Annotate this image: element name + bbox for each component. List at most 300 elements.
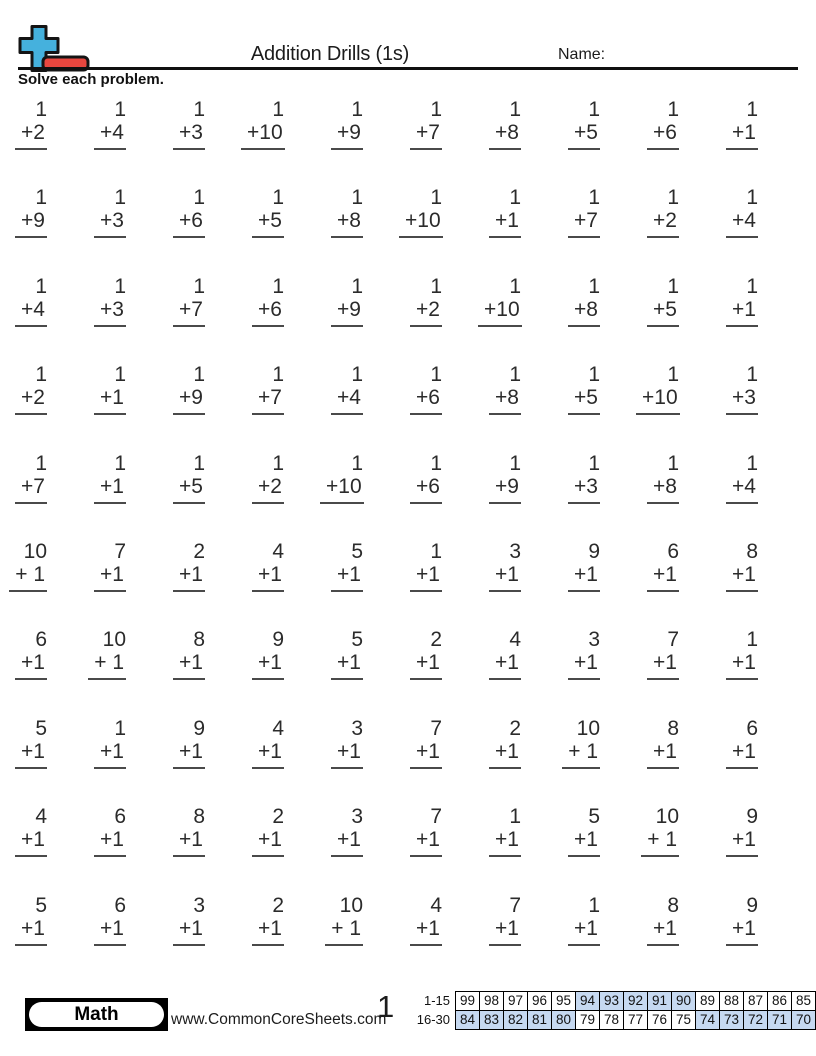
problem	[478, 540, 557, 628]
addend-bottom-answer-line: +1	[647, 651, 679, 680]
score-cell: 83	[480, 1011, 504, 1030]
addend-bottom-answer-line: +5	[252, 209, 284, 238]
addend-top: 3	[351, 805, 363, 829]
problem	[715, 452, 794, 540]
problem	[399, 805, 478, 893]
addend-bottom-answer-line: +9	[489, 475, 521, 504]
addend-bottom-answer-line: + 1	[88, 651, 126, 680]
addend-bottom-answer-line: +7	[173, 298, 205, 327]
problem	[557, 186, 636, 274]
problem	[320, 628, 399, 716]
website-url: www.CommonCoreSheets.com	[171, 1011, 387, 1028]
problem	[478, 717, 557, 805]
problem	[399, 628, 478, 716]
addend-top: 9	[746, 893, 758, 917]
problem	[636, 363, 715, 451]
addend-bottom-answer-line: +1	[252, 563, 284, 592]
addend-top: 1	[272, 274, 284, 298]
addend-bottom-answer-line: +8	[568, 298, 600, 327]
problem	[83, 452, 162, 540]
problem	[715, 98, 794, 186]
problem	[162, 98, 241, 186]
problem	[478, 186, 557, 274]
score-cell: 78	[600, 1011, 624, 1030]
addend-top: 6	[114, 805, 126, 829]
addend-bottom-answer-line: +5	[647, 298, 679, 327]
problem	[715, 717, 794, 805]
problem	[636, 540, 715, 628]
addend-top: 7	[430, 805, 442, 829]
addend-top: 7	[667, 628, 679, 652]
addend-top: 4	[430, 893, 442, 917]
addend-bottom-answer-line: +9	[173, 386, 205, 415]
problem	[241, 628, 320, 716]
problem	[4, 452, 83, 540]
addend-bottom-answer-line: +8	[489, 386, 521, 415]
addend-bottom-answer-line: +7	[410, 121, 442, 150]
score-cell: 91	[648, 992, 672, 1011]
problem	[478, 894, 557, 982]
addend-top: 1	[430, 539, 442, 563]
addend-top: 10	[339, 893, 363, 917]
page-number: 1	[377, 989, 395, 1024]
problem	[399, 894, 478, 982]
addend-bottom-answer-line: +1	[331, 651, 363, 680]
addend-top: 1	[667, 274, 679, 298]
problem	[320, 894, 399, 982]
score-cell: 92	[624, 992, 648, 1011]
addend-top: 3	[588, 628, 600, 652]
problem	[715, 363, 794, 451]
addend-top: 5	[35, 893, 47, 917]
page-title: Addition Drills (1s)	[250, 43, 410, 65]
addend-bottom-answer-line: +1	[94, 828, 126, 857]
problem	[557, 717, 636, 805]
problem	[4, 186, 83, 274]
addend-top: 1	[588, 98, 600, 121]
addend-bottom-answer-line: +4	[94, 121, 126, 150]
problem	[715, 628, 794, 716]
addend-bottom-answer-line: +1	[726, 563, 758, 592]
addend-top: 3	[509, 539, 521, 563]
addend-top: 1	[746, 363, 758, 387]
addend-top: 7	[509, 893, 521, 917]
addend-top: 7	[430, 716, 442, 740]
subject-badge	[25, 998, 168, 1031]
addend-bottom-answer-line: + 1	[325, 917, 363, 946]
addend-bottom-answer-line: +3	[173, 121, 205, 150]
addend-bottom-answer-line: +1	[94, 563, 126, 592]
addend-bottom-answer-line: +3	[94, 298, 126, 327]
addend-bottom-answer-line: +4	[726, 209, 758, 238]
score-range-label: 1-15	[423, 993, 450, 1008]
problem	[636, 717, 715, 805]
addend-top: 1	[193, 274, 205, 298]
addend-bottom-answer-line: +9	[331, 121, 363, 150]
addend-bottom-answer-line: + 1	[641, 828, 679, 857]
addend-bottom-answer-line: +6	[647, 121, 679, 150]
problem	[320, 717, 399, 805]
problem	[557, 894, 636, 982]
addend-bottom-answer-line: +6	[252, 298, 284, 327]
score-cell: 81	[528, 1011, 552, 1030]
addend-bottom-answer-line: +7	[568, 209, 600, 238]
addend-bottom-answer-line: +9	[331, 298, 363, 327]
addend-top: 8	[746, 539, 758, 563]
addend-bottom-answer-line: +3	[726, 386, 758, 415]
addend-top: 1	[588, 186, 600, 210]
addend-top: 4	[272, 716, 284, 740]
addend-top: 4	[35, 805, 47, 829]
addend-top: 1	[193, 98, 205, 121]
addend-top: 9	[588, 539, 600, 563]
problem	[320, 805, 399, 893]
addend-top: 6	[35, 628, 47, 652]
addend-top: 5	[351, 628, 363, 652]
score-cell: 85	[792, 992, 816, 1011]
score-cell: 79	[576, 1011, 600, 1030]
addend-bottom-answer-line: +1	[173, 917, 205, 946]
addend-top: 1	[114, 274, 126, 298]
addend-bottom-answer-line: +1	[726, 917, 758, 946]
addend-top: 1	[35, 274, 47, 298]
addend-bottom-answer-line: +7	[15, 475, 47, 504]
problem	[557, 275, 636, 363]
subject-badge-label: Math	[29, 1002, 164, 1027]
score-cell: 76	[648, 1011, 672, 1030]
addend-bottom-answer-line: +2	[15, 386, 47, 415]
addend-top: 1	[667, 98, 679, 121]
addend-bottom-answer-line: +1	[331, 563, 363, 592]
addend-bottom-answer-line: +1	[331, 740, 363, 769]
addend-bottom-answer-line: +10	[320, 475, 364, 504]
problem	[478, 805, 557, 893]
addend-top: 1	[114, 716, 126, 740]
problem	[320, 540, 399, 628]
addend-bottom-answer-line: +9	[15, 209, 47, 238]
addend-top: 2	[272, 805, 284, 829]
addend-bottom-answer-line: +1	[489, 828, 521, 857]
addend-bottom-answer-line: +1	[489, 563, 521, 592]
problem	[162, 894, 241, 982]
score-cell: 86	[768, 992, 792, 1011]
addend-top: 1	[588, 363, 600, 387]
problem	[715, 805, 794, 893]
score-cell: 94	[576, 992, 600, 1011]
addend-top: 10	[102, 628, 126, 652]
addend-top: 2	[430, 628, 442, 652]
addend-top: 1	[272, 363, 284, 387]
addend-bottom-answer-line: +10	[636, 386, 680, 415]
problem	[241, 540, 320, 628]
problem	[399, 363, 478, 451]
addend-bottom-answer-line: +1	[647, 740, 679, 769]
addend-top: 1	[272, 98, 284, 121]
addend-top: 1	[588, 451, 600, 475]
addend-top: 1	[430, 363, 442, 387]
addend-top: 1	[509, 451, 521, 475]
addend-top: 1	[351, 451, 363, 475]
problem	[715, 275, 794, 363]
addend-top: 1	[509, 805, 521, 829]
addend-top: 8	[667, 893, 679, 917]
addend-top: 10	[655, 805, 679, 829]
problem	[557, 805, 636, 893]
addend-top: 1	[509, 274, 521, 298]
problem	[636, 186, 715, 274]
addend-bottom-answer-line: +6	[410, 386, 442, 415]
addend-top: 4	[509, 628, 521, 652]
problem	[83, 805, 162, 893]
addend-bottom-answer-line: +1	[410, 740, 442, 769]
addend-bottom-answer-line: +6	[410, 475, 442, 504]
addend-bottom-answer-line: +1	[15, 651, 47, 680]
problem	[241, 452, 320, 540]
problem	[83, 186, 162, 274]
addend-top: 1	[746, 274, 758, 298]
problem	[83, 540, 162, 628]
addend-bottom-answer-line: +1	[647, 563, 679, 592]
addend-top: 1	[114, 451, 126, 475]
addend-top: 1	[667, 363, 679, 387]
addend-top: 4	[272, 539, 284, 563]
problem	[636, 894, 715, 982]
score-cell: 90	[672, 992, 696, 1011]
problem	[162, 540, 241, 628]
problem	[162, 452, 241, 540]
score-cell: 88	[720, 992, 744, 1011]
addend-bottom-answer-line: +10	[241, 121, 285, 150]
addend-top: 1	[430, 451, 442, 475]
problem	[162, 628, 241, 716]
addend-bottom-answer-line: +1	[15, 828, 47, 857]
addend-top: 1	[430, 98, 442, 121]
addend-bottom-answer-line: +1	[568, 563, 600, 592]
problem	[320, 452, 399, 540]
addend-top: 1	[351, 98, 363, 121]
score-cell: 72	[744, 1011, 768, 1030]
addend-top: 1	[746, 451, 758, 475]
addend-bottom-answer-line: +8	[331, 209, 363, 238]
problem	[4, 805, 83, 893]
addend-bottom-answer-line: +1	[173, 740, 205, 769]
addend-top: 1	[114, 363, 126, 387]
addend-top: 9	[746, 805, 758, 829]
problem	[241, 98, 320, 186]
problem	[478, 363, 557, 451]
problem	[399, 275, 478, 363]
problem	[320, 98, 399, 186]
addend-bottom-answer-line: +1	[489, 209, 521, 238]
score-cell: 73	[720, 1011, 744, 1030]
addend-top: 1	[351, 274, 363, 298]
problem	[4, 363, 83, 451]
addend-bottom-answer-line: +1	[94, 917, 126, 946]
problem	[4, 717, 83, 805]
addend-top: 5	[35, 716, 47, 740]
addend-bottom-answer-line: +1	[726, 828, 758, 857]
problem	[399, 717, 478, 805]
addend-top: 1	[509, 363, 521, 387]
problem	[478, 98, 557, 186]
addend-top: 9	[193, 716, 205, 740]
problem	[241, 894, 320, 982]
score-cell: 70	[792, 1011, 816, 1030]
addend-top: 6	[667, 539, 679, 563]
score-cell: 84	[456, 1011, 480, 1030]
addend-top: 1	[193, 363, 205, 387]
problem	[83, 894, 162, 982]
problem	[557, 452, 636, 540]
problem	[83, 628, 162, 716]
addend-top: 2	[193, 539, 205, 563]
score-cell: 77	[624, 1011, 648, 1030]
problem	[241, 717, 320, 805]
score-cell: 71	[768, 1011, 792, 1030]
problem	[715, 186, 794, 274]
addend-top: 1	[667, 451, 679, 475]
addend-bottom-answer-line: +1	[410, 651, 442, 680]
addend-bottom-answer-line: +1	[173, 651, 205, 680]
addend-bottom-answer-line: +1	[15, 917, 47, 946]
addend-top: 1	[430, 186, 442, 210]
addend-bottom-answer-line: +1	[173, 563, 205, 592]
addend-bottom-answer-line: +1	[94, 740, 126, 769]
problem	[636, 805, 715, 893]
score-cell: 74	[696, 1011, 720, 1030]
problem	[83, 363, 162, 451]
score-cell: 82	[504, 1011, 528, 1030]
score-cell: 96	[528, 992, 552, 1011]
problem	[320, 363, 399, 451]
addend-bottom-answer-line: +1	[410, 917, 442, 946]
addend-top: 1	[351, 363, 363, 387]
problem	[636, 628, 715, 716]
addend-top: 1	[667, 186, 679, 210]
problem	[636, 275, 715, 363]
score-row	[412, 1011, 816, 1030]
addend-top: 2	[509, 716, 521, 740]
score-cell: 93	[600, 992, 624, 1011]
addend-top: 9	[272, 628, 284, 652]
problem	[320, 275, 399, 363]
addend-top: 1	[35, 186, 47, 210]
addend-bottom-answer-line: +1	[568, 651, 600, 680]
addend-top: 8	[193, 628, 205, 652]
addend-top: 6	[114, 893, 126, 917]
addend-bottom-answer-line: +1	[252, 917, 284, 946]
score-cell: 75	[672, 1011, 696, 1030]
problem	[320, 186, 399, 274]
addend-bottom-answer-line: + 1	[562, 740, 600, 769]
problem	[399, 98, 478, 186]
score-table	[412, 991, 816, 1030]
addend-top: 1	[35, 98, 47, 121]
problem	[83, 98, 162, 186]
addend-bottom-answer-line: +1	[410, 563, 442, 592]
addend-bottom-answer-line: +1	[252, 828, 284, 857]
problem	[83, 275, 162, 363]
addend-top: 1	[746, 98, 758, 121]
addend-top: 1	[193, 186, 205, 210]
problem	[557, 628, 636, 716]
addend-top: 1	[35, 451, 47, 475]
addend-bottom-answer-line: +2	[647, 209, 679, 238]
addend-bottom-answer-line: +1	[94, 475, 126, 504]
addend-bottom-answer-line: +6	[173, 209, 205, 238]
problem	[636, 98, 715, 186]
addend-bottom-answer-line: +3	[568, 475, 600, 504]
score-row	[412, 992, 816, 1011]
addend-top: 1	[35, 363, 47, 387]
addend-bottom-answer-line: +7	[252, 386, 284, 415]
problem	[478, 452, 557, 540]
addend-top: 1	[509, 186, 521, 210]
addend-bottom-answer-line: +1	[173, 828, 205, 857]
problem	[636, 452, 715, 540]
addend-bottom-answer-line: +8	[647, 475, 679, 504]
addend-bottom-answer-line: + 1	[9, 563, 47, 592]
addend-bottom-answer-line: +4	[15, 298, 47, 327]
problem	[4, 540, 83, 628]
addend-bottom-answer-line: +1	[252, 740, 284, 769]
score-cell: 99	[456, 992, 480, 1011]
instruction-text: Solve each problem.	[18, 71, 164, 88]
addend-bottom-answer-line: +5	[568, 386, 600, 415]
addend-bottom-answer-line: +1	[568, 828, 600, 857]
problem	[715, 894, 794, 982]
addend-bottom-answer-line: +2	[15, 121, 47, 150]
addend-top: 8	[667, 716, 679, 740]
problem	[399, 186, 478, 274]
score-cell: 87	[744, 992, 768, 1011]
addend-top: 3	[351, 716, 363, 740]
problem	[399, 540, 478, 628]
addend-bottom-answer-line: +2	[252, 475, 284, 504]
problem	[162, 363, 241, 451]
addend-bottom-answer-line: +1	[331, 828, 363, 857]
addend-bottom-answer-line: +1	[726, 121, 758, 150]
score-cell: 98	[480, 992, 504, 1011]
addend-top: 1	[272, 186, 284, 210]
addend-bottom-answer-line: +1	[15, 740, 47, 769]
addend-top: 1	[272, 451, 284, 475]
addend-bottom-answer-line: +1	[489, 917, 521, 946]
problem	[4, 98, 83, 186]
addend-bottom-answer-line: +4	[331, 386, 363, 415]
addend-top: 7	[114, 539, 126, 563]
addend-bottom-answer-line: +1	[410, 828, 442, 857]
problem	[241, 363, 320, 451]
problem	[162, 186, 241, 274]
addend-top: 1	[588, 274, 600, 298]
problem	[241, 275, 320, 363]
problem	[241, 186, 320, 274]
score-range-label: 16-30	[416, 1012, 450, 1027]
problem	[83, 717, 162, 805]
addend-top: 10	[576, 716, 600, 740]
score-cell: 80	[552, 1011, 576, 1030]
addend-top: 3	[193, 893, 205, 917]
addend-top: 1	[746, 186, 758, 210]
problem	[241, 805, 320, 893]
problem	[399, 452, 478, 540]
addend-bottom-answer-line: +1	[489, 740, 521, 769]
score-cell: 89	[696, 992, 720, 1011]
addend-top: 1	[588, 893, 600, 917]
addend-top: 1	[114, 98, 126, 121]
addend-bottom-answer-line: +10	[478, 298, 522, 327]
